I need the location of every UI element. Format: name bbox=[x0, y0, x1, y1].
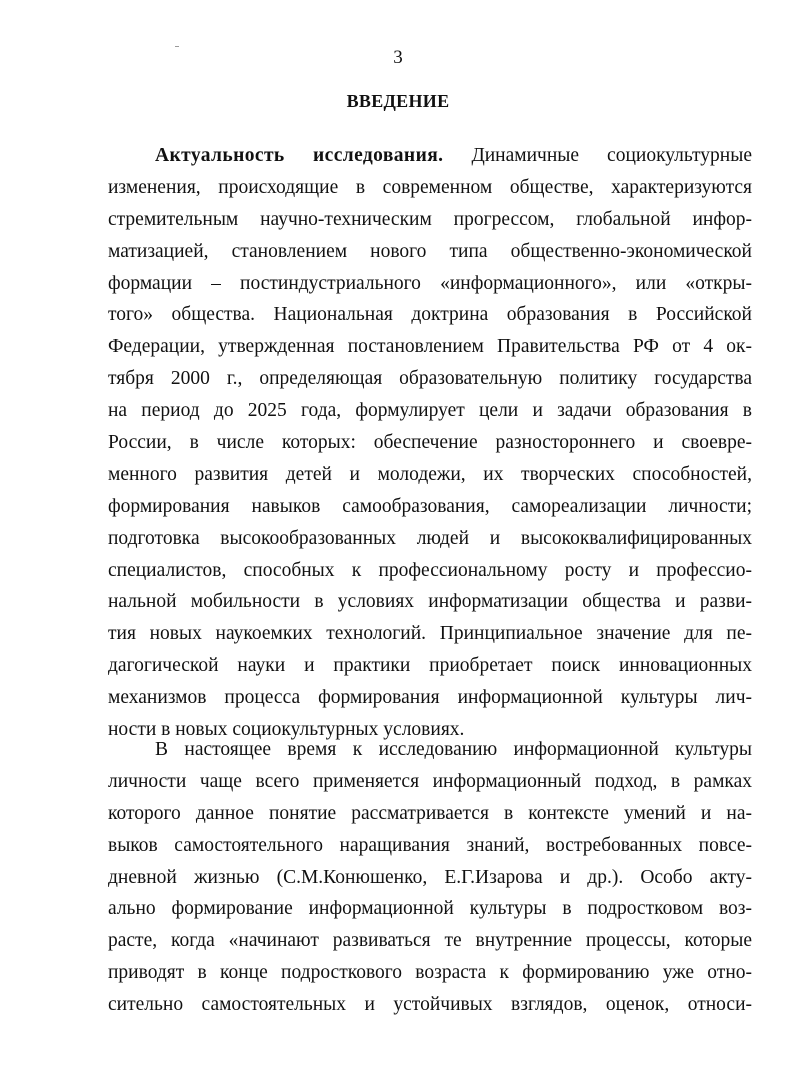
paragraph-line: формирования навыков самообразования, самореализации личности; bbox=[108, 495, 752, 517]
section-heading: ВВЕДЕНИЕ bbox=[346, 91, 450, 111]
paragraph-line: Федерации, утвержденная постановлением Правительства РФ от 4 ок- bbox=[108, 336, 752, 358]
paragraph-line: изменения, происходящие в современном обществе, характеризуются bbox=[108, 176, 752, 198]
paragraph-relevance bbox=[108, 140, 752, 746]
paragraph-line: формации – постиндустриального «информационного», или «откры- bbox=[108, 272, 752, 294]
paragraph-line: механизмов процесса формирования информационной культуры лич- bbox=[108, 687, 752, 709]
paragraph-line: нальной мобильности в условиях информатизации общества и разви- bbox=[108, 591, 752, 613]
paragraph-line: расте, когда «начинают развиваться те внутренние процессы, которые bbox=[108, 930, 752, 952]
paragraph-line: России, в числе которых: обеспечение разностороннего и своевре- bbox=[108, 432, 752, 454]
paragraph-line: личности чаще всего применяется информационный подход, в рамках bbox=[108, 770, 752, 792]
paragraph-line: дагогической науки и практики приобретает поиск инновационных bbox=[108, 655, 752, 677]
paragraph-line: которого данное понятие рассматривается в контексте умений и на- bbox=[108, 802, 752, 824]
paragraph-line: Актуальность исследования. Динамичные социокультурные bbox=[155, 145, 752, 166]
paragraph-line: стремительным научно-техническим прогрессом, глобальной инфор- bbox=[108, 208, 752, 230]
page-number: 3 bbox=[393, 47, 403, 68]
paragraph-line: подготовка высокообразованных людей и высококвалифицированных bbox=[108, 527, 752, 549]
bold-lead: Актуальность исследования. bbox=[155, 145, 444, 166]
paragraph-line: сительно самостоятельных и устойчивых взглядов, оценок, относи- bbox=[108, 994, 752, 1016]
paragraph-line: В настоящее время к исследованию информационной культуры bbox=[155, 739, 752, 760]
paragraph-line: матизацией, становлением нового типа общественно-экономической bbox=[108, 240, 752, 262]
paragraph-line: ально формирование информационной культуры в подростковом воз- bbox=[108, 898, 752, 920]
paragraph-line: тия новых наукоемких технологий. Принципиальное значение для пе- bbox=[108, 623, 752, 645]
paragraph-line: менного развития детей и молодежи, их творческих способностей, bbox=[108, 463, 752, 485]
paragraph-line: приводят в конце подросткового возраста к формированию уже отно- bbox=[108, 962, 752, 984]
paragraph-line: дневной жизнью (С.М.Конюшенко, Е.Г.Изарова и др.). Особо акту- bbox=[108, 866, 752, 888]
paragraph-line: на период до 2025 года, формулирует цели и задачи образования в bbox=[108, 400, 752, 422]
paragraph-line: выков самостоятельного наращивания знаний, востребованных повсе- bbox=[108, 834, 752, 856]
paragraph-line: ности в новых социокультурных условиях. bbox=[108, 719, 465, 741]
paragraph-line: специалистов, способных к профессиональному росту и профессио- bbox=[108, 559, 752, 581]
paragraph-approach bbox=[108, 734, 752, 1021]
paragraph-line: того» общества. Национальная доктрина образования в Российской bbox=[108, 304, 752, 326]
paragraph-line: тября 2000 г., определяющая образовательную политику государства bbox=[108, 368, 752, 390]
